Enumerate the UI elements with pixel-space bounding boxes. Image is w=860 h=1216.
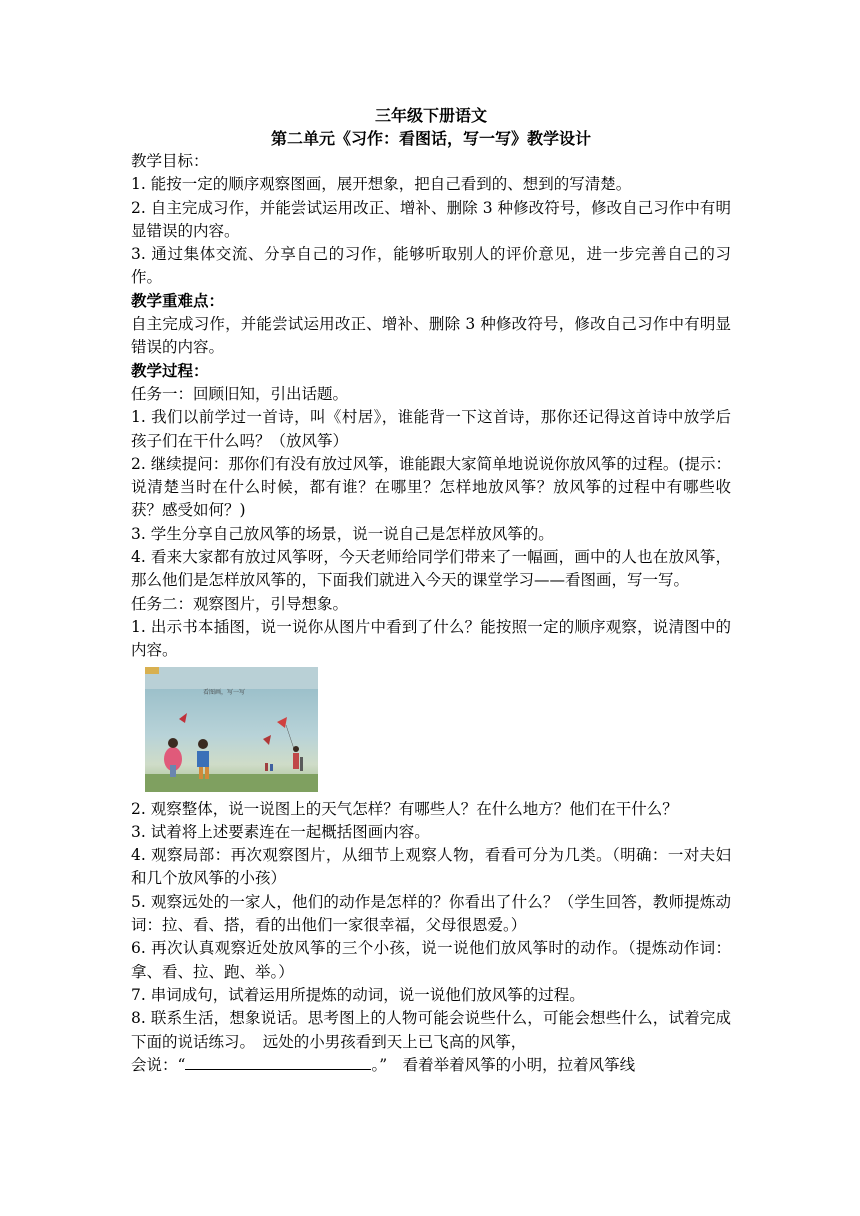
kite-scene-icon (145, 667, 318, 792)
document-page (131, 104, 731, 1077)
task2-item: 7. 串词成句，试着运用所提炼的动词，说一说他们放风筝的过程。 (131, 985, 585, 1004)
kite-flying-illustration (145, 667, 318, 792)
goal-item: 3. 通过集体交流、分享自己的习作，能够听取别人的评价意见，进一步完善自己的习作。 (131, 245, 731, 287)
task1-item: 1. 我们以前学过一首诗，叫《村居》，谁能背一下这首诗，那你还记得这首诗中放学后孩子们在干什么吗？（放风筝） (131, 408, 731, 450)
task2-item: 4. 观察局部：再次观察图片，从细节上观察人物，看看可分为几类。（明确：一对夫妇和几个放风筝的小孩） (131, 846, 731, 888)
fill-in-blank[interactable] (185, 1055, 371, 1070)
goals-label: 教学目标： (131, 152, 209, 170)
task1-item: 2. 继续提问：那你们有没有放过风筝，谁能跟大家简单地说说你放风筝的过程。(提示：说清楚当时在什么时候，都有谁？在哪里？怎样地放风筝？放风筝的过程中有哪些收获？感受如何？) (131, 454, 731, 520)
task1-item: 3. 学生分享自己放风筝的场景，说一说自己是怎样放风筝的。 (131, 524, 554, 543)
task2-item: 1. 出示书本插图，说一说你从图片中看到了什么？能按照一定的顺序观察，说清图中的内容。 (131, 617, 731, 660)
key-points-label: 教学重难点： (131, 291, 225, 310)
speaking-exercise-line (131, 1054, 731, 1077)
illustration-caption: 看图画，写一写 (203, 688, 246, 696)
task2-item: 6. 再次认真观察近处放风筝的三个小孩，说一说他们放风筝时的动作。（提炼动作词：拿、看、拉、跑、举。） (131, 939, 731, 981)
task2-title: 任务二：观察图片，引导想象。 (131, 594, 349, 613)
key-points-text: 自主完成习作，并能尝试运用改正、增补、删除 3 种修改符号，修改自己习作中有明显错误的内容。 (131, 315, 731, 357)
process-label: 教学过程： (131, 361, 209, 380)
task1-title: 任务一：回顾旧知，引出话题。 (131, 384, 349, 403)
doc-title-unit: 第二单元《习作：看图话，写一写》教学设计 (270, 129, 591, 148)
exercise-prefix: 会说：“ (131, 1055, 186, 1074)
exercise-suffix: 。” 看着举着风筝的小明，拉着风筝线 (371, 1055, 636, 1074)
task2-item: 8. 联系生活，想象说话。思考图上的人物可能会说些什么，可能会想些什么，试着完成下面的说话练习。 远处的小男孩看到天上已飞高的风筝， (131, 1009, 731, 1051)
task2-item: 5. 观察远处的一家人，他们的动作是怎样的？你看出了什么？（学生回答，教师提炼动词：拉、看、搭，看的出他们一家很幸福，父母很恩爱。） (131, 892, 731, 935)
task2-item: 3. 试着将上述要素连在一起概括图画内容。 (131, 822, 430, 841)
task1-item: 4. 看来大家都有放过风筝呀，今天老师给同学们带来了一幅画，画中的人也在放风筝，那么他们是怎样放风筝的，下面我们就进入今天的课堂学习——看图画，写一写。 (131, 548, 731, 590)
task2-item: 2. 观察整体，说一说图上的天气怎样？有哪些人？在什么地方？他们在干什么？ (131, 799, 678, 818)
goal-item: 1. 能按一定的顺序观察图画，展开想象，把自己看到的、想到的写清楚。 (131, 175, 632, 194)
goal-item: 2. 自主完成习作，并能尝试运用改正、增补、删除 3 种修改符号，修改自己习作中有明显错误的内容。 (131, 198, 731, 240)
doc-title-grade: 三年级下册语文 (374, 106, 487, 125)
